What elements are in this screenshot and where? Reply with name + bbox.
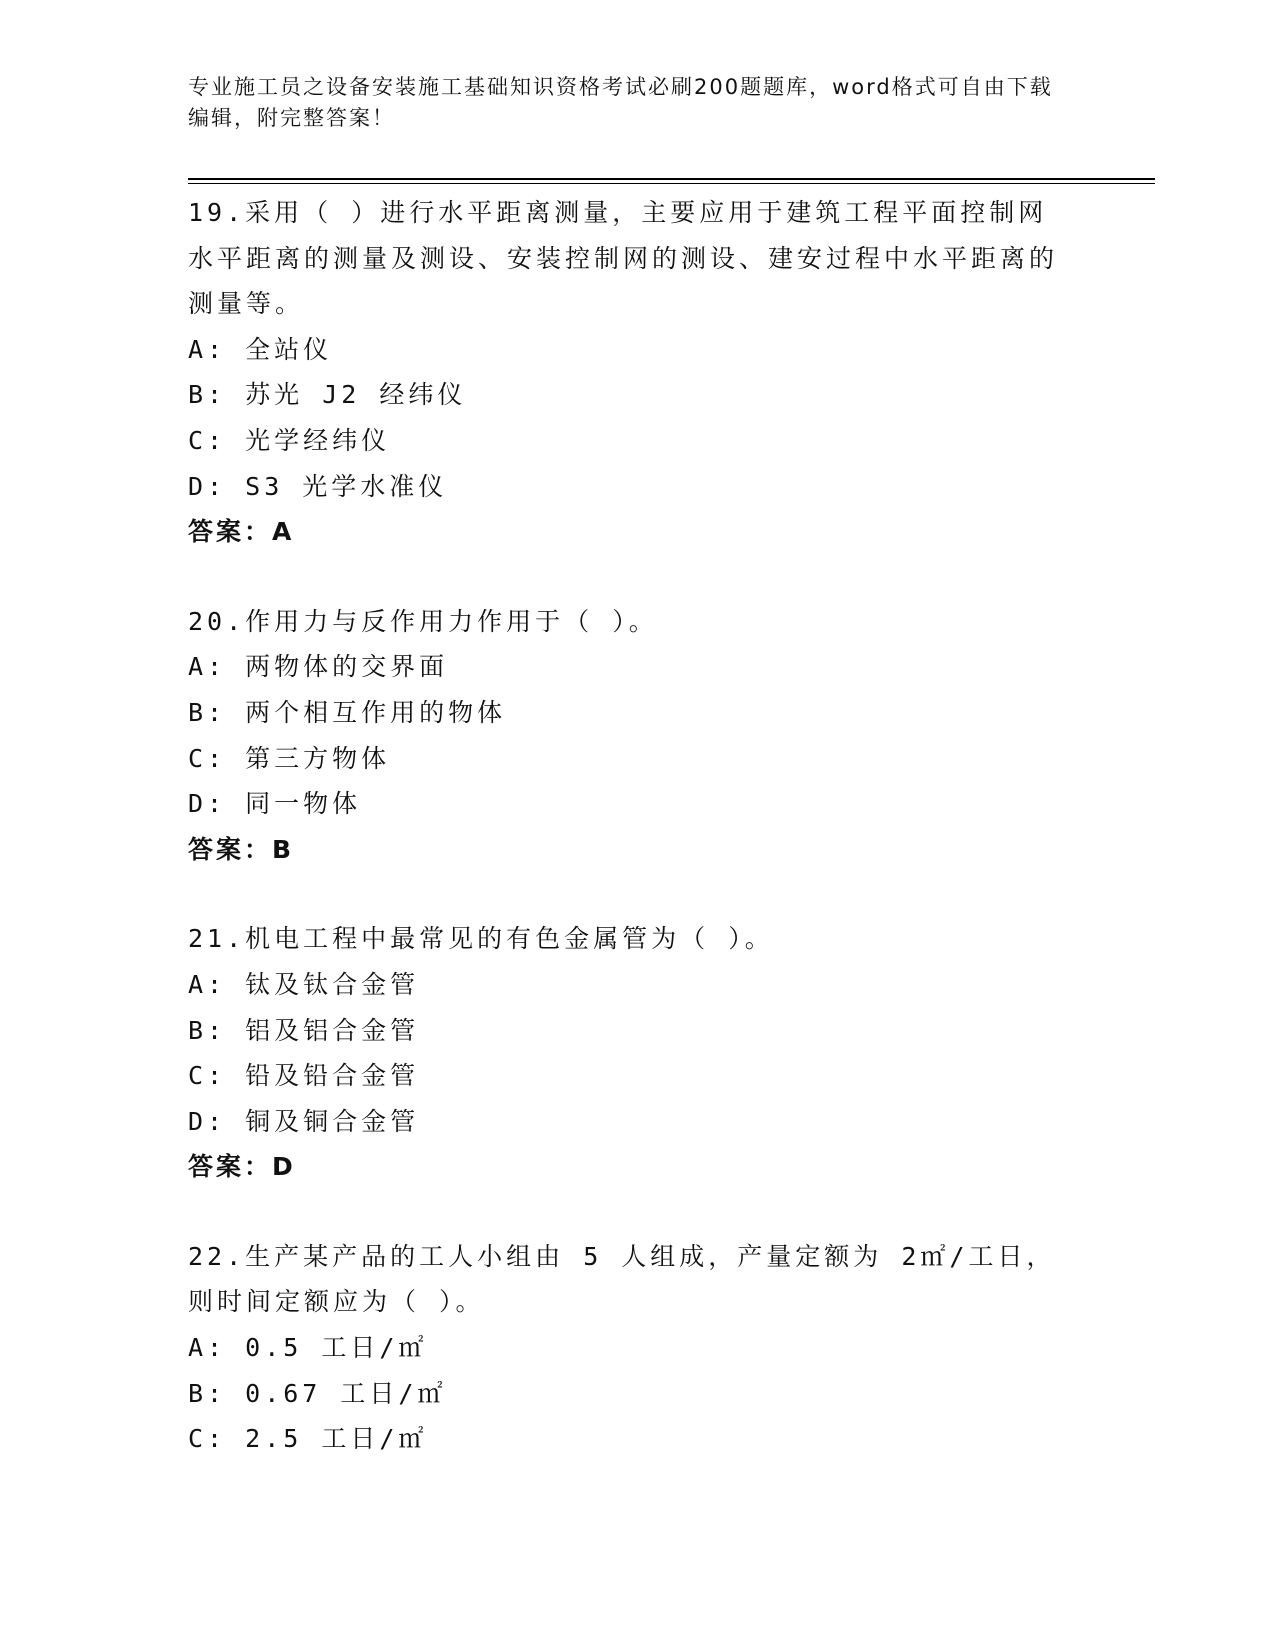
option-b: B: 两个相互作用的物体 [188,697,507,727]
header-divider-thin [188,183,1155,184]
option-b: B: 铝及铝合金管 [188,1015,420,1045]
question-22 [188,1234,1088,1462]
option-c: C: 第三方物体 [188,743,391,773]
question-stem: 19.采用（ ）进行水平距离测量，主要应用于建筑工程平面控制网水平距离的测量及测设、安装控制网的测设、建安过程中水平距离的测量等。 [188,198,1059,319]
option-d: D: 同一物体 [188,789,362,819]
question-stem: 21.机电工程中最常见的有色金属管为（ ）。 [188,924,774,954]
document-header: 专业施工员之设备安装施工基础知识资格考试必刷200题题库，word格式可自由下载编辑，附完整答案！ [188,75,1053,130]
header-divider-thick [188,178,1155,180]
question-21 [188,916,1088,1190]
option-b: B: 苏光 J2 经纬仪 [188,380,467,410]
answer: 答案：D [188,1152,296,1182]
question-stem: 20.作用力与反作用力作用于（ ）。 [188,606,658,636]
option-c: C: 光学经纬仪 [188,425,391,455]
option-a: A: 0.5 工日/㎡ [188,1333,428,1363]
question-list [188,190,1088,1506]
option-a: A: 钛及钛合金管 [188,969,420,999]
option-c: C: 2.5 工日/㎡ [188,1424,428,1454]
question-stem: 22.生产某产品的工人小组由 5 人组成，产量定额为 2㎡/工日，则时间定额应为（ ）。 [188,1241,1056,1317]
answer: 答案：B [188,834,295,864]
option-d: D: S3 光学水准仪 [188,471,448,501]
option-c: C: 铅及铅合金管 [188,1061,420,1091]
option-a: A: 全站仪 [188,334,333,364]
option-b: B: 0.67 工日/㎡ [188,1378,447,1408]
question-19 [188,190,1088,555]
option-d: D: 铜及铜合金管 [188,1106,420,1136]
option-a: A: 两物体的交界面 [188,652,449,682]
answer: 答案：A [188,517,295,547]
question-20 [188,599,1088,873]
